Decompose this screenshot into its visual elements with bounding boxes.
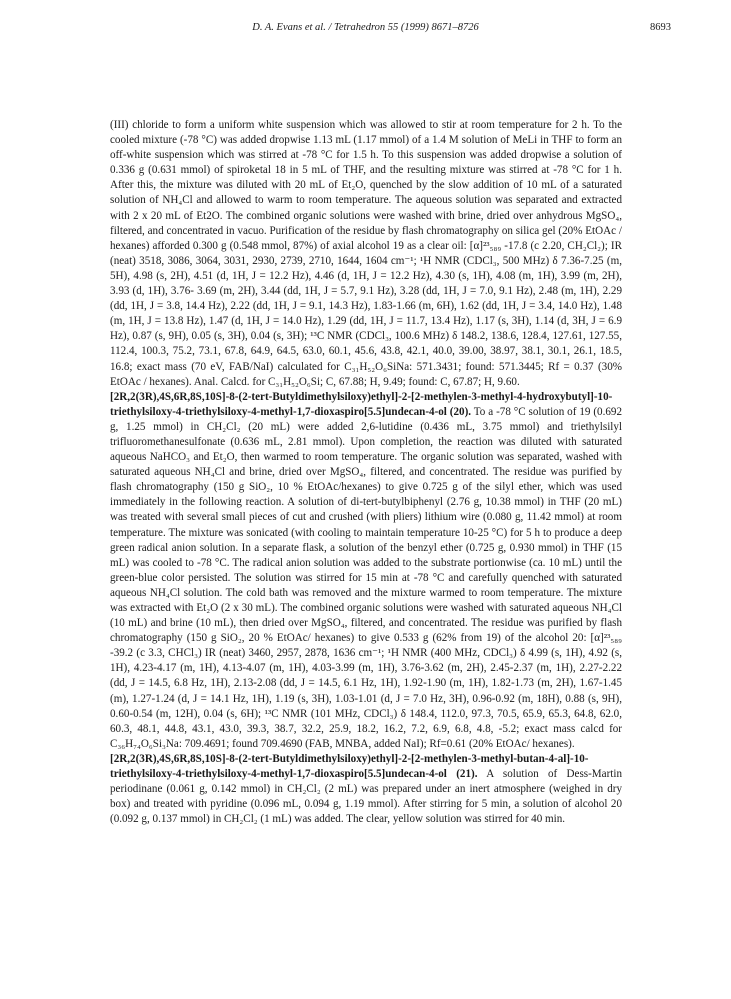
running-title: D. A. Evans et al. / Tetrahedron 55 (1999) 8671–8726 [252,22,479,33]
experimental-paragraph-alcohol-20 [110,390,622,752]
page-number: 8693 [650,22,671,33]
paragraph-text: (III) chloride to form a uniform white suspension which was allowed to stir at room temperature for 2 h. To the cooled mixture (-78 °C) was added dropwise 1.13 mL (1.17 mmol) of a 1.4 M solution of MeLi in THF to form an off-white suspension which was stirred at -78 °C for 1.5 h. To this suspension was added dropwise a solution of 0.336 g (0.631 mmol) of spiroketal 18 in 5 mL of THF, and the resulting mixture was stirred at -78 °C for 1 h. After this, the mixture was diluted with 20 mL of Et₂O, quenched by the slow addition of 10 mL of a saturated solution of NH₄Cl and allowed to warm to room temperature. The aqueous solution was separated and extracted with 2 x 20 mL of Et2O. The combined organic solutions were washed with brine, dried over anhydrous MgSO₄, filtered, and concentrated in vacuo. Purification of the residue by flash chromatography on silica gel (20% EtOAc / hexanes) afforded 0.300 g (0.548 mmol, 87%) of axial alcohol 19 as a clear oil: [α]²³₅₈₉ -17.8 (c 2.20, CH₂Cl₂); IR (neat) 3518, 3086, 3064, 3031, 2930, 2739, 2710, 1644, 1604 cm⁻¹; ¹H NMR (CDCl₃, 500 MHz) δ 7.36-7.25 (m, 5H), 4.98 (s, 2H), 4.51 (d, 1H, J = 12.2 Hz), 4.46 (d, 1H, J = 12.2 Hz), 4.30 (s, 1H), 4.08 (m, 1H), 3.99 (m, 2H), 3.93 (d, 1H), 3.76- 3.69 (m, 2H), 3.44 (dd, 1H, J = 5.7, 9.1 Hz), 3.28 (dd, 1H, J = 7.0, 9.1 Hz), 2.48 (m, 1H), 2.29 (dd, 1H, J = 3.8, 14.4 Hz), 2.22 (dd, 1H, J = 9.1, 14.3 Hz), 1.83-1.66 (m, 6H), 1.62 (dd, 1H, J = 3.4, 14.0 Hz), 1.48 (m, 1H, J = 13.8 Hz), 1.47 (d, 1H, J = 14.0 Hz), 1.29 (dd, 1H, J = 11.7, 13.4 Hz), 1.17 (s, 3H), 1.14 (d, 3H, J = 6.9 Hz), 0.87 (s, 9H), 0.05 (s, 3H), 0.04 (s, 3H); ¹³C NMR (CDCl₃, 100.6 MHz) δ 148.2, 138.6, 128.4, 127.61, 127.55, 112.4, 100.3, 75.2, 73.1, 67.8, 64.9, 64.5, 63.0, 60.1, 45.6, 43.8, 42.1, 40.0, 39.00, 38.97, 38.1, 30.1, 26.1, 18.5, 16.8; exact mass (70 eV, FAB/NaI) calculated for C₃₁H₅₂O₆SiNa: 571.3431; found: 571.3445; Rf = 0.37 (30% EtOAc / hexanes). Anal. Calcd. for C₃₁H₅₂O₆Si; C, 67.88; H, 9.49; found: C, 67.87; H, 9.60. [110,119,622,388]
paragraph-text: To a -78 °C solution of 19 (0.692 g, 1.25 mmol) in CH₂Cl₂ (20 mL) were added 2,6-lutidine (0.436 mL, 3.75 mmol) and triethylsilyl trifluoromethanesulfonate (0.636 mL, 2.81 mmol). Upon completion, the reaction was diluted with saturated aqueous NaHCO₃ and Et₂O, then warmed to room temperature. The organic solution was separated, washed with saturated aqueous NH₄Cl and brine, dried over MgSO₄, filtered, and concentrated. The residue was purified by flash chromatography (150 g SiO₂, 10 % EtOAc/hexanes) to give 0.725 g of the silyl ether, which was used immediately in the following reaction. A solution of di-tert-butylbiphenyl (2.76 g, 10.38 mmol) in THF (20 mL) was treated with several small pieces of cut and crushed (with pliers) lithium wire (0.080 g, 11.42 mmol) at room temperature. The mixture was sonicated (with cooling to maintain temperature 10-25 °C) for 5 h to produce a deep green radical anion solution. In a separate flask, a solution of the benzyl ether (0.725 g, 0.930 mmol) in THF (15 mL) was cooled to -78 °C. The radical anion solution was added to the substrate portionwise (ca. 10 mL) until the green-blue color persisted. The solution was stirred for 15 min at -78 °C and carefully quenched with saturated aqueous NH₄Cl solution. The cold bath was removed and the mixture warmed to room temperature. The mixture was extracted with Et₂O (2 x 30 mL). The combined organic solutions were washed with saturated aqueous NH₄Cl (10 mL) and brine (10 mL), then dried over MgSO₄, filtered, and concentrated. The residue was purified by flash chromatography (150 g SiO₂, 20 % EtOAc/ hexanes) to give 0.533 g (62% from 19) of the alcohol 20: [α]²³₅₈₉ -39.2 (c 3.3, CHCl₃) IR (neat) 3460, 2957, 2878, 1636 cm⁻¹; ¹H NMR (400 MHz, CDCl₃) δ 4.99 (s, 1H), 4.92 (s, 1H), 4.23-4.17 (m, 1H), 4.13-4.07 (m, 1H), 4.03-3.99 (m, 1H), 3.76-3.62 (m, 2H), 2.45-2.37 (m, 1H), 2.27-2.22 (dd, J = 14.5, 6.8 Hz, 1H), 2.13-2.08 (dd, J = 14.5, 6.1 Hz, 1H), 1.92-1.90 (m, 1H), 1.82-1.73 (m, 2H), 1.67-1.45 (m), 1.27-1.24 (d, J = 14.1 Hz, 1H), 1.19 (s, 3H), 1.03-1.01 (d, J = 7.0 Hz, 3H), 0.96-0.92 (m, 18H), 0.88 (s, 9H), 0.60-0.54 (m, 12H), 0.04 (s, 6H); ¹³C NMR (101 MHz, CDCl₃) δ 148.4, 112.0, 97.3, 70.5, 65.9, 65.3, 64.8, 62.0, 60.3, 48.1, 44.8, 43.1, 43.0, 39.3, 38.7, 32.2, 25.9, 18.2, 16.2, 7.2, 6.9, 6.8, 4.8, -5.2; exact mass calcd for C₃₆H₇₄O₆Si₃Na: 709.4691; found 709.4690 (FAB, MNBA, added NaI); Rf=0.61 (20% EtOAc/ hexanes). [110,405,622,750]
running-head [0,22,731,38]
article-body [110,118,622,827]
paragraph-text: A solution of Dess-Martin periodinane (0.061 g, 0.142 mmol) in CH₂Cl₂ (2 mL) was prepared under an inert atmosphere (weighed in dry box) and treated with pyridine (0.096 mL, 0.094 g, 1.19 mmol). After stirring for 5 min, a solution of alcohol 20 (0.092 g, 0.137 mmol) in CH₂Cl₂ (1 mL) was added. The clear, yellow solution was stirred for 40 min. [110,768,622,826]
compound-heading-20: [2R,2(3R),4S,6R,8S,10S]-8-(2-tert-Butyldimethylsiloxy)ethyl]-2-[2-methylen-3-methyl-4-hydroxybutyl]-10-triethylsiloxy-4-triethylsiloxy-4-methyl-1,7-dioxaspiro[5.5]undecan-4-ol (20). [110,390,613,418]
experimental-paragraph-alcohol-19 [110,118,622,390]
compound-heading-21: [2R,2(3R),4S,6R,8S,10S]-8-(2-tert-Butyldimethylsiloxy)ethyl]-2-[2-methylen-3-methyl-butan-4-al]-10-triethylsiloxy-4-triethylsiloxy-4-methyl-1,7-dioxaspiro[5.5]undecan-4-ol (21). [110,752,589,781]
experimental-paragraph-aldehyde-21 [110,752,622,827]
